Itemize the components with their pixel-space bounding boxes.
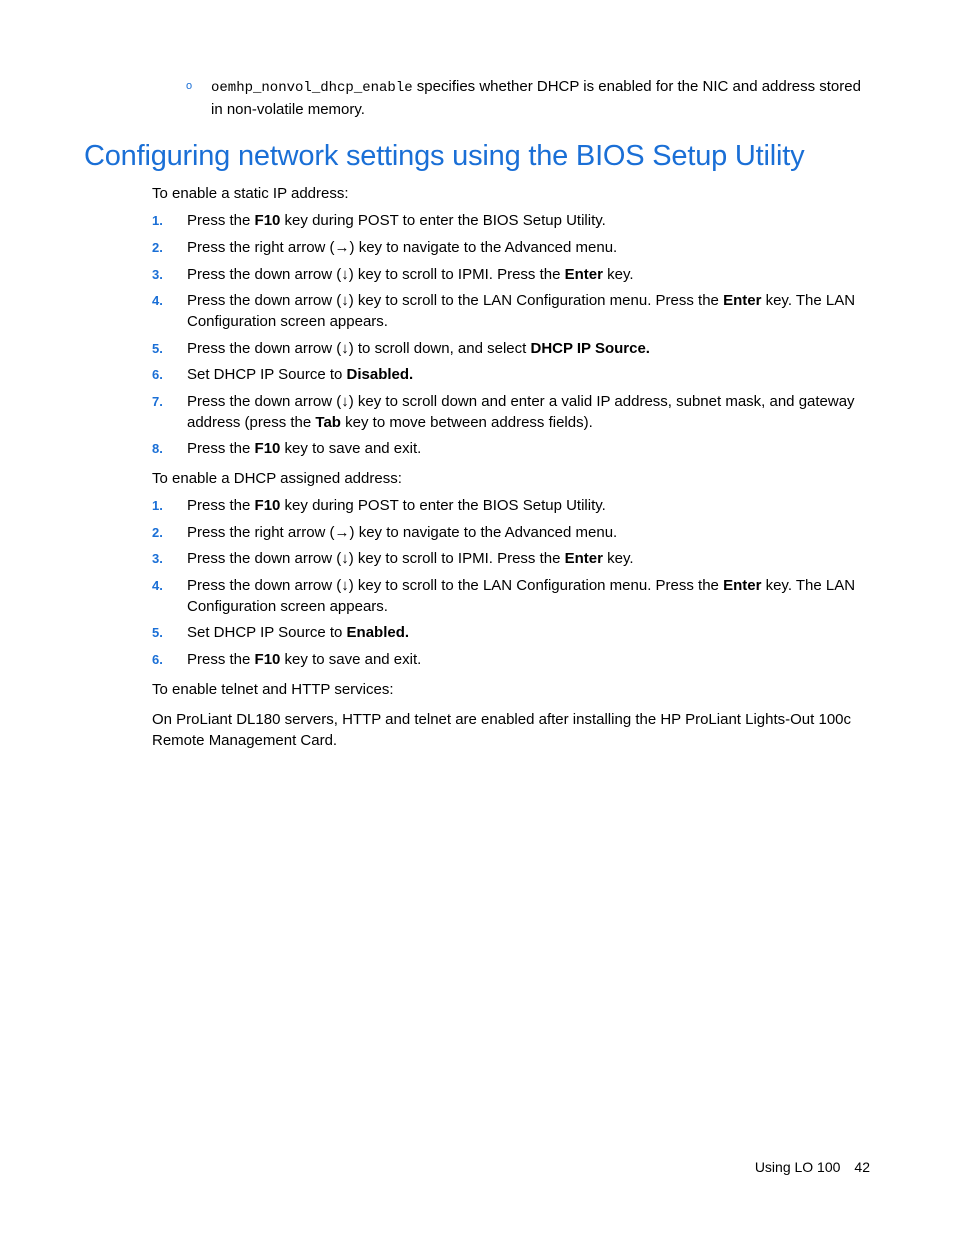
step-text: Press the F10 key during POST to enter the BIOS Setup Utility. (187, 497, 606, 514)
step-number: 6. (152, 652, 163, 667)
static-step (152, 210, 864, 231)
step-number: 8. (152, 441, 163, 456)
sub-bullet-description: specifies whether DHCP is enabled for the NIC and address stored in non-volatile memory. (211, 78, 861, 118)
dhcp-intro: To enable a DHCP assigned address: (152, 470, 402, 487)
step-text: Press the F10 key during POST to enter the BIOS Setup Utility. (187, 212, 606, 229)
step-text: Set DHCP IP Source to Enabled. (187, 624, 410, 641)
footer-section-title: Using LO 100 (754, 1159, 841, 1175)
dhcp-step (152, 575, 864, 617)
step-text: Press the right arrow (→) key to navigate to the Advanced menu. (187, 524, 618, 541)
code-snippet: oemhp_nonvol_dhcp_enable (211, 80, 413, 96)
dhcp-step (152, 495, 864, 516)
bullet-marker: o (186, 80, 193, 92)
static-intro: To enable a static IP address: (152, 185, 349, 202)
section-heading: Configuring network settings using the BIOS Setup Utility (84, 140, 805, 172)
step-number: 7. (152, 394, 163, 409)
step-number: 4. (152, 293, 163, 308)
telnet-intro: To enable telnet and HTTP services: (152, 681, 394, 698)
static-step (152, 438, 864, 459)
static-step (152, 237, 864, 258)
step-number: 2. (152, 525, 163, 540)
step-text: Set DHCP IP Source to Disabled. (187, 366, 414, 383)
step-number: 1. (152, 213, 163, 228)
telnet-body: On ProLiant DL180 servers, HTTP and telnet are enabled after installing the HP ProLiant Lights-Out 100c Remote Management Card. (152, 711, 852, 749)
page-footer (755, 1157, 870, 1177)
dhcp-step (152, 548, 864, 569)
step-text: Press the down arrow (↓) key to scroll down and enter a valid IP address, subnet mask, and gateway address (press the Tab key to move between address fields). (187, 393, 855, 431)
static-step (152, 290, 864, 332)
step-text: Press the down arrow (↓) key to scroll to IPMI. Press the Enter key. (187, 266, 634, 283)
step-number: 4. (152, 578, 163, 593)
step-number: 6. (152, 367, 163, 382)
step-number: 1. (152, 498, 163, 513)
sub-bullet-item (186, 76, 866, 120)
static-step (152, 264, 864, 285)
step-text: Press the F10 key to save and exit. (187, 651, 422, 668)
step-number: 3. (152, 267, 163, 282)
step-number: 5. (152, 625, 163, 640)
step-text: Press the right arrow (→) key to navigate to the Advanced menu. (187, 239, 618, 256)
step-number: 5. (152, 341, 163, 356)
dhcp-step (152, 622, 864, 643)
step-number: 3. (152, 551, 163, 566)
step-text: Press the down arrow (↓) key to scroll to IPMI. Press the Enter key. (187, 550, 634, 567)
page-number: 42 (854, 1159, 870, 1175)
step-text: Press the down arrow (↓) key to scroll to the LAN Configuration menu. Press the Enter key. The LAN Configuration screen appears. (187, 292, 856, 330)
static-step (152, 364, 864, 385)
sub-bullet-text (211, 76, 866, 120)
dhcp-step (152, 649, 864, 670)
dhcp-step (152, 522, 864, 543)
step-text: Press the down arrow (↓) key to scroll to the LAN Configuration menu. Press the Enter key. The LAN Configuration screen appears. (187, 577, 856, 615)
step-text: Press the down arrow (↓) to scroll down, and select DHCP IP Source. (187, 340, 650, 357)
static-step (152, 391, 864, 433)
static-step (152, 338, 864, 359)
step-text: Press the F10 key to save and exit. (187, 440, 422, 457)
step-number: 2. (152, 240, 163, 255)
